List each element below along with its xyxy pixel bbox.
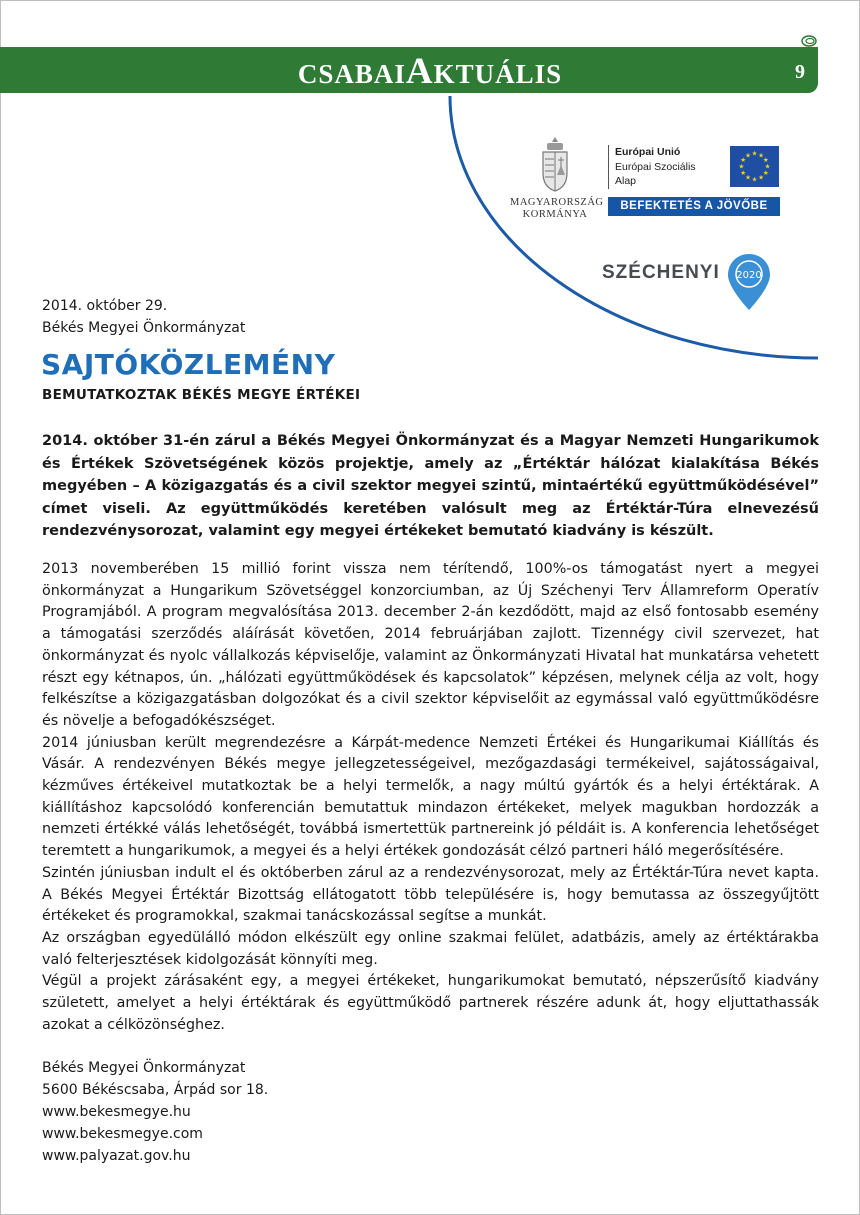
svg-text:★: ★ (762, 156, 769, 164)
article-title: SAJTÓKÖZLEMÉNY (41, 348, 336, 381)
svg-text:★: ★ (762, 169, 769, 177)
location-pin-icon (726, 252, 772, 312)
eu-divider (608, 145, 609, 189)
body-paragraph: Végül a projekt zárásaként egy, a megyei értékeket, hungarikumokat bemutató, népszerűsítő kiadvány született, amelyet a helyi értéktárak és együttműködő partnerek részére adunk át, hogy eljuttathassák azokat a célközönséghez. (42, 973, 819, 1033)
body-paragraph: 2013 novemberében 15 millió forint vissza nem térítendő, 100%-os támogatást nyert a megyei önkormányzat a Hungarikum Szövetséggel konzorciumban, az Új Széchenyi Terv Államreform Operatív Programjából. A program megvalósítása 2013. december 2-án kezdődött, majd az első fontosabb esemény a támogatási szerződés aláírását követően, 2014 februárjában zajlott. Tizennégy civil szervezet, hat önkormányzat és nyolc vállalkozás képviselője, valamint az Önkormányzati Hivatal hat munkatársa vehetett részt egy kétnapos, ún. „hálózati együttműködések és kapcsolatok” képzésen, melynek célja az volt, hogy felkészítse a közigazgatásban dolgozókat és a civil szektor képviselőit az egymással való együttműködésre és növelje a befogadókészséget. (42, 561, 819, 729)
footer-organization: Békés Megyei Önkormányzat (42, 1060, 246, 1076)
government-line-1: MAGYARORSZÁG (510, 197, 604, 208)
eu-line-2: Európai Szociális (615, 160, 696, 173)
eu-text (615, 145, 696, 189)
eu-line-3: Alap (615, 175, 637, 187)
footer-address: 5600 Békéscsaba, Árpád sor 18. (42, 1082, 269, 1098)
svg-text:★: ★ (751, 149, 758, 158)
svg-text:★: ★ (745, 151, 751, 160)
title-rest: KTUÁLIS (433, 59, 563, 89)
svg-text:★: ★ (738, 162, 745, 171)
svg-text:★: ★ (740, 156, 747, 164)
svg-text:★: ★ (751, 175, 758, 184)
svg-text:★: ★ (758, 151, 764, 160)
government-logo (510, 135, 604, 221)
footer-link-palyazat[interactable]: www.palyazat.gov.hu (42, 1148, 191, 1164)
svg-text:★: ★ (764, 162, 771, 171)
page-number: 9 (795, 61, 805, 83)
article-date: 2014. október 29. (42, 298, 168, 314)
szechenyi-year: 2020 (736, 270, 762, 281)
body-paragraph: Szintén júniusban indult el és októberben zárul az a rendezvénysorozat, mely az Értéktár-Túra nevet kapta. A Békés Megyei Értéktár Bizottság ellátogatott több településére is, hogy bemutassa az összegyűjtött értékeket és programokkal, szakmai tanácskozással segítse a munkát. (42, 864, 819, 925)
contact-footer (42, 1057, 268, 1167)
footer-link-bekesmegye-hu[interactable]: www.bekesmegye.hu (42, 1104, 191, 1120)
eu-line-1: Európai Unió (615, 146, 681, 158)
eu-invest-banner: BEFEKTETÉS A JÖVŐBE (608, 197, 780, 216)
body-paragraph: Az országban egyedülálló módon elkészült egy online szakmai felület, adatbázis, amely az értéktárakba való felterjesztések kidolgozását könnyíti meg. (42, 929, 819, 968)
article-body (42, 559, 819, 1036)
coat-of-arms-icon (535, 135, 575, 193)
article-subtitle: BEMUTATKOZTAK BÉKÉS MEGYE ÉRTÉKEI (42, 387, 361, 403)
title-prefix: CSABAI (297, 59, 406, 89)
body-paragraph: 2014 júniusban került megrendezésre a Kárpát-medence Nemzeti Értékei és Hungarikumai Kiállítás és Vásár. A rendezvényen Békés megye jellegzetességeivel, mezőgazdasági termékeivel, sajátosságaival, kézműves értékeivel mutatkoztak be a helyi termelők, a nagy múltú gyártók és a helyi értéktárak. A kiállításhoz kapcsolódó konferencián bemutattuk mindazon értékeket, melyek magukban hordozzák a nemzeti értékké válás lehetőségét, továbbá ismertettük partnereink jó példáit is. A konferencia lehetőséget teremtett a hungarikumok, a megyei és a helyi értékek gondozását célzó partneri háló megerősítésére. (42, 734, 819, 860)
swirl-icon (800, 34, 818, 48)
article-lead: 2014. október 31-én zárul a Békés Megyei Önkormányzat és a Magyar Nemzeti Hungarikumok és Értékek Szövetségének közös projektje, amely az „Értéktár hálózat kialakítása Békés megyében – A közigazgatás és a civil szektor megyei szintű, mintaértékű együttműködésével” címet viseli. Az együttműködés keretében valósult meg az Értéktár-Túra elnevezésű rendezvénysorozat, valamint egy megyei értékeket bemutató kiadvány is készült. (42, 433, 819, 540)
title-initial: A (405, 51, 434, 92)
government-line-2: KORMÁNYA (522, 209, 588, 220)
magazine-title (0, 47, 860, 93)
svg-text:★: ★ (740, 169, 747, 177)
article-organization: Békés Megyei Önkormányzat (42, 320, 246, 336)
szechenyi-logo-text: SZÉCHENYI (602, 262, 720, 283)
svg-text:★: ★ (745, 173, 751, 182)
svg-text:★: ★ (758, 173, 764, 182)
eu-flag-icon (730, 146, 779, 187)
footer-link-bekesmegye-com[interactable]: www.bekesmegye.com (42, 1126, 203, 1142)
